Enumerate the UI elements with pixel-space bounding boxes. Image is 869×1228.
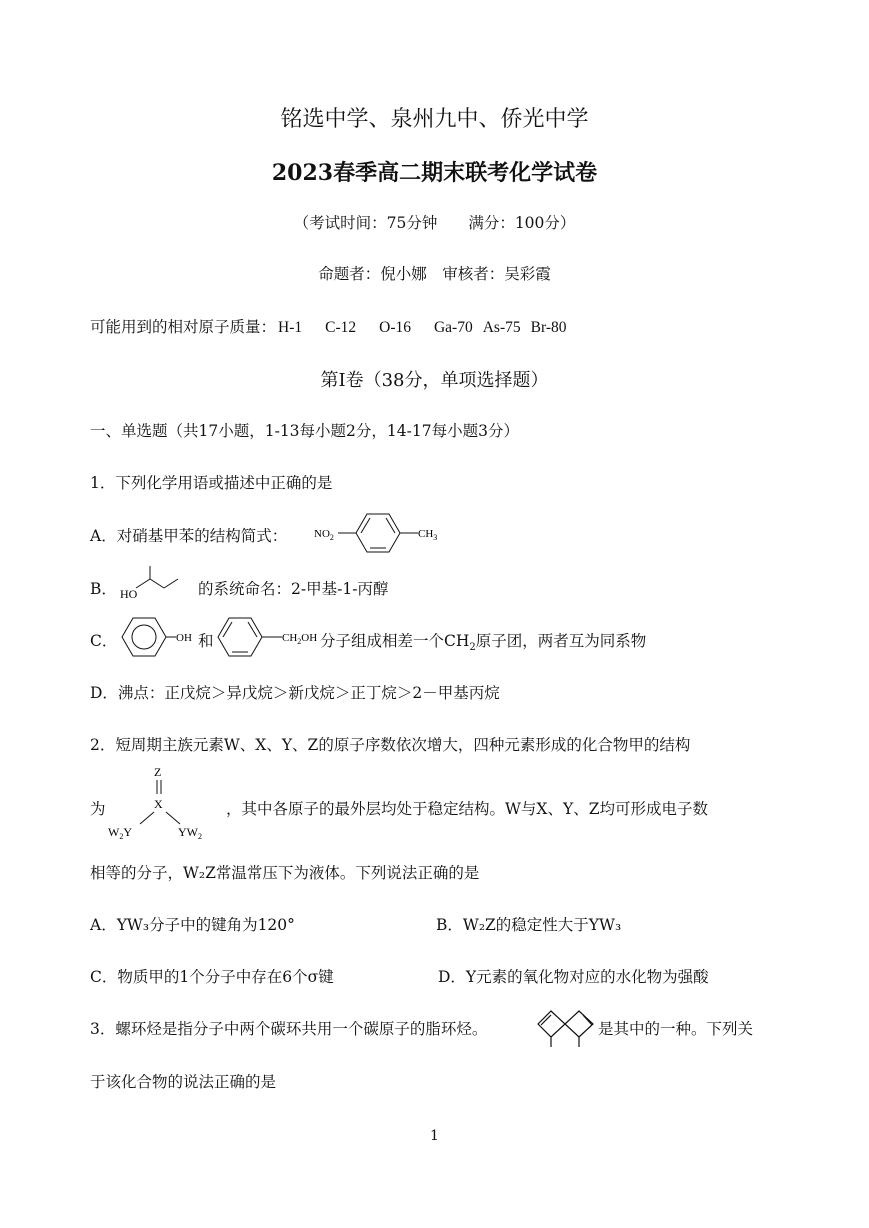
ho-group: HO bbox=[120, 587, 138, 601]
w2y-group: $W_2Y$ bbox=[108, 825, 132, 841]
atomic-masses-line bbox=[90, 315, 566, 337]
benzyl-alcohol-structure bbox=[214, 614, 320, 660]
q2-option-c: C．物质甲的1个分子中存在6个σ键 bbox=[90, 968, 334, 986]
no2-group: $NO_2$ bbox=[314, 528, 334, 542]
atomic-masses-label: 可能用到的相对原子质量： bbox=[90, 318, 277, 336]
atomic-mass-br: Br-80 bbox=[530, 319, 567, 336]
q2-line2-prefix: 为 bbox=[90, 800, 106, 818]
spiro-hydrocarbon-structure bbox=[536, 1004, 598, 1050]
exam-info: （考试时间：75分钟 满分：100分） bbox=[293, 214, 576, 232]
q2-line3: 相等的分子，W₂Z常温常压下为液体。下列说法正确的是 bbox=[90, 864, 480, 882]
atomic-mass-c: C-12 bbox=[325, 319, 357, 336]
section-instruction: 一、单选题（共17小题，1-13每小题2分，14-17每小题3分） bbox=[90, 422, 519, 440]
phenol-structure bbox=[118, 614, 198, 660]
p-nitrotoluene-structure bbox=[310, 510, 450, 556]
exam-authors: 命题者：倪小娜 审核者：吴彩霞 bbox=[318, 265, 551, 283]
q1-option-c-text: 分子组成相差一个$CH_2$原子团，两者互为同系物 bbox=[320, 632, 647, 654]
q3-stem-prefix: 3．螺环烃是指分子中两个碳环共用一个碳原子的脂环烃。 bbox=[90, 1020, 488, 1038]
atom-z: Z bbox=[154, 765, 162, 779]
section-title: 第I卷（38分，单项选择题） bbox=[320, 370, 549, 391]
q2-option-b: B．W₂Z的稳定性大于YW₃ bbox=[436, 916, 622, 934]
q1-option-c-and: 和 bbox=[198, 632, 214, 650]
ch3-group: $CH_3$ bbox=[418, 528, 438, 542]
exam-title: 2023春季高二期末联考化学试卷 bbox=[271, 160, 598, 186]
atomic-mass-h: H-1 bbox=[278, 319, 303, 336]
q2-option-a: A．YW₃分子中的键角为120° bbox=[90, 916, 295, 934]
q2-option-d: D．Y元素的氧化物对应的水化物为强酸 bbox=[438, 968, 709, 986]
butanol-skeletal-structure bbox=[120, 564, 195, 604]
atomic-mass-o: O-16 bbox=[379, 319, 411, 336]
school-names: 铭选中学、泉州九中、侨光中学 bbox=[280, 107, 589, 132]
atom-x: X bbox=[154, 797, 163, 811]
atomic-mass-ga: Ga-70 bbox=[433, 319, 473, 336]
oh-group: OH bbox=[176, 632, 192, 644]
q2-line2-text: ，其中各原子的最外层均处于稳定结构。W与X、Y、Z均可形成电子数 bbox=[226, 800, 708, 818]
q1-option-a-label: A．对硝基甲苯的结构简式： bbox=[90, 527, 288, 545]
ch2oh-group: $CH_2OH$ bbox=[282, 632, 318, 646]
q3-stem-suffix: 是其中的一种。下列关 bbox=[598, 1020, 754, 1038]
q1-option-b-text: 的系统命名：2-甲基-1-丙醇 bbox=[198, 580, 389, 598]
compound-structure bbox=[104, 762, 219, 846]
q2-stem: 2．短周期主族元素W、X、Y、Z的原子序数依次增大，四种元素形成的化合物甲的结构 bbox=[90, 736, 691, 754]
q1-option-c-label: C． bbox=[90, 632, 118, 650]
q1-option-b-label: B． bbox=[90, 580, 117, 598]
q1-stem: 1．下列化学用语或描述中正确的是 bbox=[90, 474, 333, 492]
page-number: 1 bbox=[430, 1128, 439, 1144]
q1-option-d: D．沸点：正戊烷＞异戊烷＞新戊烷＞正丁烷＞2－甲基丙烷 bbox=[90, 684, 500, 702]
atomic-mass-as: As-75 bbox=[482, 319, 521, 336]
q3-stem-line2: 于该化合物的说法正确的是 bbox=[90, 1073, 277, 1091]
yw2-group: $YW_2$ bbox=[178, 825, 202, 841]
